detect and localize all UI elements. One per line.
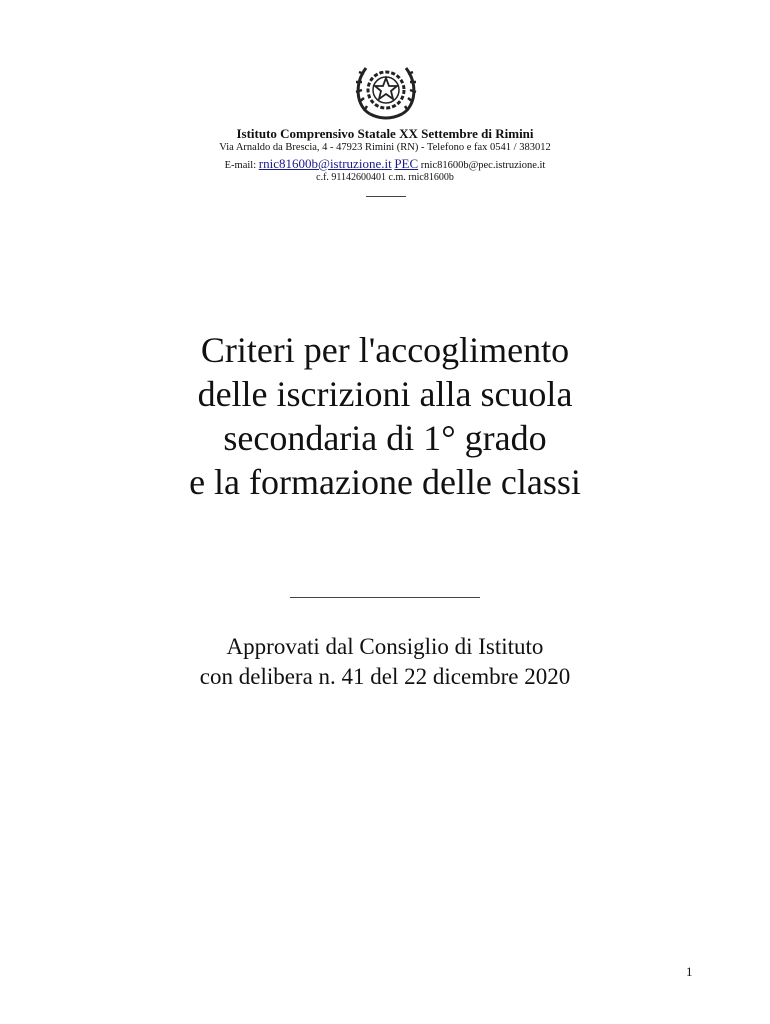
section-divider <box>290 597 480 598</box>
title-line: delle iscrizioni alla scuola <box>197 374 573 414</box>
page-number: 1 <box>686 964 693 979</box>
republic-emblem-icon <box>340 54 432 124</box>
email-label: E-mail: <box>224 160 257 171</box>
contact-line <box>0 156 770 172</box>
fiscal-codes: c.f. 91142600401 c.m. rnic81600b <box>316 172 454 183</box>
email-link[interactable]: rnic81600b@istruzione.it <box>258 156 392 171</box>
pec-address: rnic81600b@pec.istruzione.it <box>420 160 546 171</box>
pec-link[interactable]: PEC <box>394 156 419 171</box>
title-line: secondaria di 1° grado <box>223 418 547 458</box>
approval-line: Approvati dal Consiglio di Istituto <box>226 634 544 659</box>
document-title <box>0 328 770 504</box>
institution-name: Istituto Comprensivo Statale XX Settembre di Rimini <box>236 126 534 141</box>
approval-note <box>0 632 770 692</box>
title-line: Criteri per l'accoglimento <box>200 330 570 370</box>
header-divider <box>366 196 406 197</box>
institution-address: Via Arnaldo da Brescia, 4 - 47923 Rimini (RN) - Telefono e fax 0541 / 383012 <box>219 142 551 153</box>
title-line: e la formazione delle classi <box>189 462 581 502</box>
approval-line: con delibera n. 41 del 22 dicembre 2020 <box>199 664 571 689</box>
